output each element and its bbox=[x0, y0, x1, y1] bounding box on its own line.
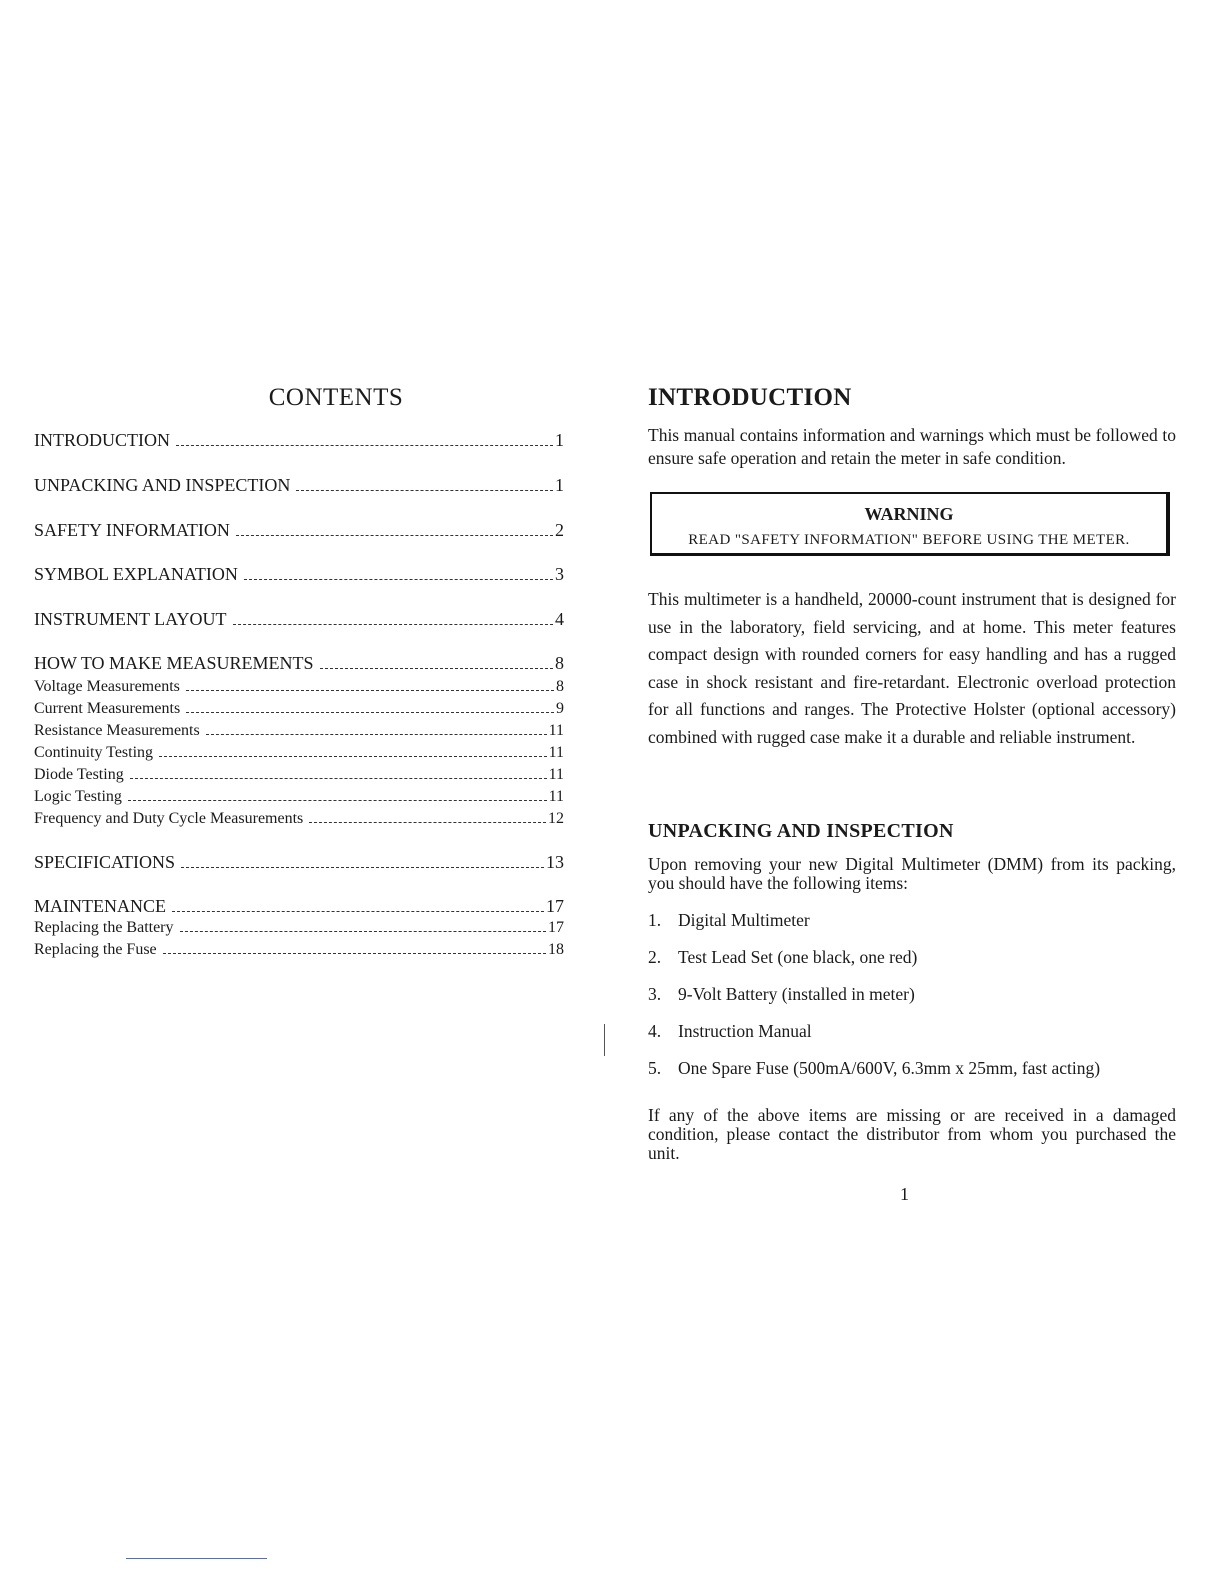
toc-entry bbox=[34, 653, 564, 674]
introduction-heading: INTRODUCTION bbox=[648, 384, 852, 411]
toc-entry bbox=[34, 896, 564, 917]
toc-entry bbox=[34, 941, 564, 959]
toc-entry bbox=[34, 852, 564, 873]
meter-description: This multimeter is a handheld, 20000-count instrument that is designed for use in the laboratory, field servicing, and at home. This meter features compact design with rounded corners for easy handling and has a rugged case in shock resistant and fire-retardant. Electronic overload protection for all functions and ranges. The Protective Holster (optional accessory) combined with rugged case make it a durable and reliable instrument. bbox=[648, 589, 1176, 747]
toc-page-number: 8 bbox=[556, 678, 564, 695]
toc-label: UNPACKING AND INSPECTION bbox=[34, 475, 291, 495]
toc-entry bbox=[34, 430, 564, 451]
item-number: 2. bbox=[648, 947, 662, 967]
toc-page-number: 11 bbox=[548, 766, 564, 783]
toc-leader bbox=[172, 911, 544, 912]
toc-leader bbox=[236, 535, 553, 536]
toc-leader bbox=[180, 931, 546, 932]
toc-label: Continuity Testing bbox=[34, 744, 154, 761]
toc-entry bbox=[34, 919, 564, 937]
list-item bbox=[648, 947, 917, 968]
toc-label: Diode Testing bbox=[34, 766, 124, 783]
toc-leader bbox=[159, 756, 547, 757]
toc-label: INSTRUMENT LAYOUT bbox=[34, 609, 227, 629]
toc-entry bbox=[34, 609, 564, 630]
toc-page-number: 8 bbox=[555, 653, 564, 673]
toc-page-number: 13 bbox=[546, 852, 564, 872]
toc-page-number: 11 bbox=[548, 744, 564, 761]
warning-title: WARNING bbox=[864, 504, 954, 524]
item-number: 4. bbox=[648, 1021, 662, 1041]
toc-page-number: 9 bbox=[556, 700, 564, 717]
item-text: 9-Volt Battery (installed in meter) bbox=[678, 984, 915, 1004]
toc-leader bbox=[186, 690, 554, 691]
toc-entry bbox=[34, 700, 564, 718]
toc-leader bbox=[128, 800, 547, 801]
toc-leader bbox=[296, 490, 553, 491]
toc-leader bbox=[181, 867, 544, 868]
contents-title: CONTENTS bbox=[268, 384, 404, 411]
toc-label: MAINTENANCE bbox=[34, 896, 166, 916]
warning-box bbox=[650, 492, 1170, 556]
warning-text: READ "SAFETY INFORMATION" BEFORE USING THE METER. bbox=[688, 532, 1130, 548]
toc-label: SAFETY INFORMATION bbox=[34, 520, 230, 540]
toc-label: SPECIFICATIONS bbox=[34, 852, 176, 872]
item-text: Test Lead Set (one black, one red) bbox=[678, 947, 918, 967]
item-number: 3. bbox=[648, 984, 662, 1004]
toc-page-number: 17 bbox=[548, 919, 564, 936]
toc-entry bbox=[34, 520, 564, 541]
list-item bbox=[648, 984, 915, 1005]
scan-mark bbox=[604, 1024, 605, 1056]
toc-leader bbox=[320, 668, 553, 669]
toc-entry bbox=[34, 810, 564, 828]
toc-entry bbox=[34, 744, 564, 762]
bottom-rule bbox=[126, 1558, 267, 1559]
page-number: 1 bbox=[900, 1184, 909, 1204]
toc-page-number: 1 bbox=[555, 475, 564, 495]
toc-label: SYMBOL EXPLANATION bbox=[34, 564, 238, 584]
missing-items-note: If any of the above items are missing or are received in a damaged condition, please contact the distributor from whom you purchased the unit. bbox=[648, 1105, 1176, 1163]
toc-label: Frequency and Duty Cycle Measurements bbox=[34, 810, 304, 827]
toc-leader bbox=[244, 579, 553, 580]
toc-label: Current Measurements bbox=[34, 700, 181, 717]
toc-leader bbox=[130, 778, 547, 779]
toc-label: Voltage Measurements bbox=[34, 678, 180, 695]
toc-leader bbox=[163, 953, 546, 954]
toc-entry bbox=[34, 475, 564, 496]
toc-leader bbox=[309, 822, 546, 823]
toc-label: Replacing the Fuse bbox=[34, 941, 157, 958]
list-item bbox=[648, 1021, 812, 1042]
toc-entry bbox=[34, 788, 564, 806]
toc-label: Logic Testing bbox=[34, 788, 122, 805]
toc-leader bbox=[206, 734, 547, 735]
unpacking-heading: UNPACKING AND INSPECTION bbox=[648, 820, 954, 842]
toc-label: Resistance Measurements bbox=[34, 722, 200, 739]
toc-entry bbox=[34, 766, 564, 784]
toc-page-number: 12 bbox=[548, 810, 564, 827]
introduction-paragraph: This manual contains information and warnings which must be followed to ensure safe operation and retain the meter in safe condition. bbox=[648, 425, 1176, 468]
toc-leader bbox=[233, 624, 553, 625]
toc-page-number: 4 bbox=[555, 609, 564, 629]
toc-leader bbox=[176, 445, 553, 446]
toc-page-number: 11 bbox=[548, 788, 564, 805]
item-number: 1. bbox=[648, 910, 662, 930]
toc-page-number: 11 bbox=[548, 722, 564, 739]
toc-entry bbox=[34, 722, 564, 740]
item-text: One Spare Fuse (500mA/600V, 6.3mm x 25mm, fast acting) bbox=[678, 1058, 1101, 1078]
toc-label: Replacing the Battery bbox=[34, 919, 174, 936]
toc-label: INTRODUCTION bbox=[34, 430, 170, 450]
toc-page-number: 1 bbox=[555, 430, 564, 450]
list-item bbox=[648, 910, 810, 931]
toc-leader bbox=[186, 712, 554, 713]
item-number: 5. bbox=[648, 1058, 662, 1078]
toc-page-number: 2 bbox=[555, 520, 564, 540]
item-text: Digital Multimeter bbox=[678, 910, 810, 930]
toc-entry bbox=[34, 678, 564, 696]
toc-page-number: 18 bbox=[548, 941, 564, 958]
toc-page-number: 3 bbox=[555, 564, 564, 584]
toc-page-number: 17 bbox=[546, 896, 564, 916]
toc-label: HOW TO MAKE MEASUREMENTS bbox=[34, 653, 314, 673]
unpacking-paragraph: Upon removing your new Digital Multimeter (DMM) from its packing, you should have the following items: bbox=[648, 854, 1176, 893]
toc-entry bbox=[34, 564, 564, 585]
item-text: Instruction Manual bbox=[678, 1021, 812, 1041]
list-item bbox=[648, 1058, 1100, 1079]
